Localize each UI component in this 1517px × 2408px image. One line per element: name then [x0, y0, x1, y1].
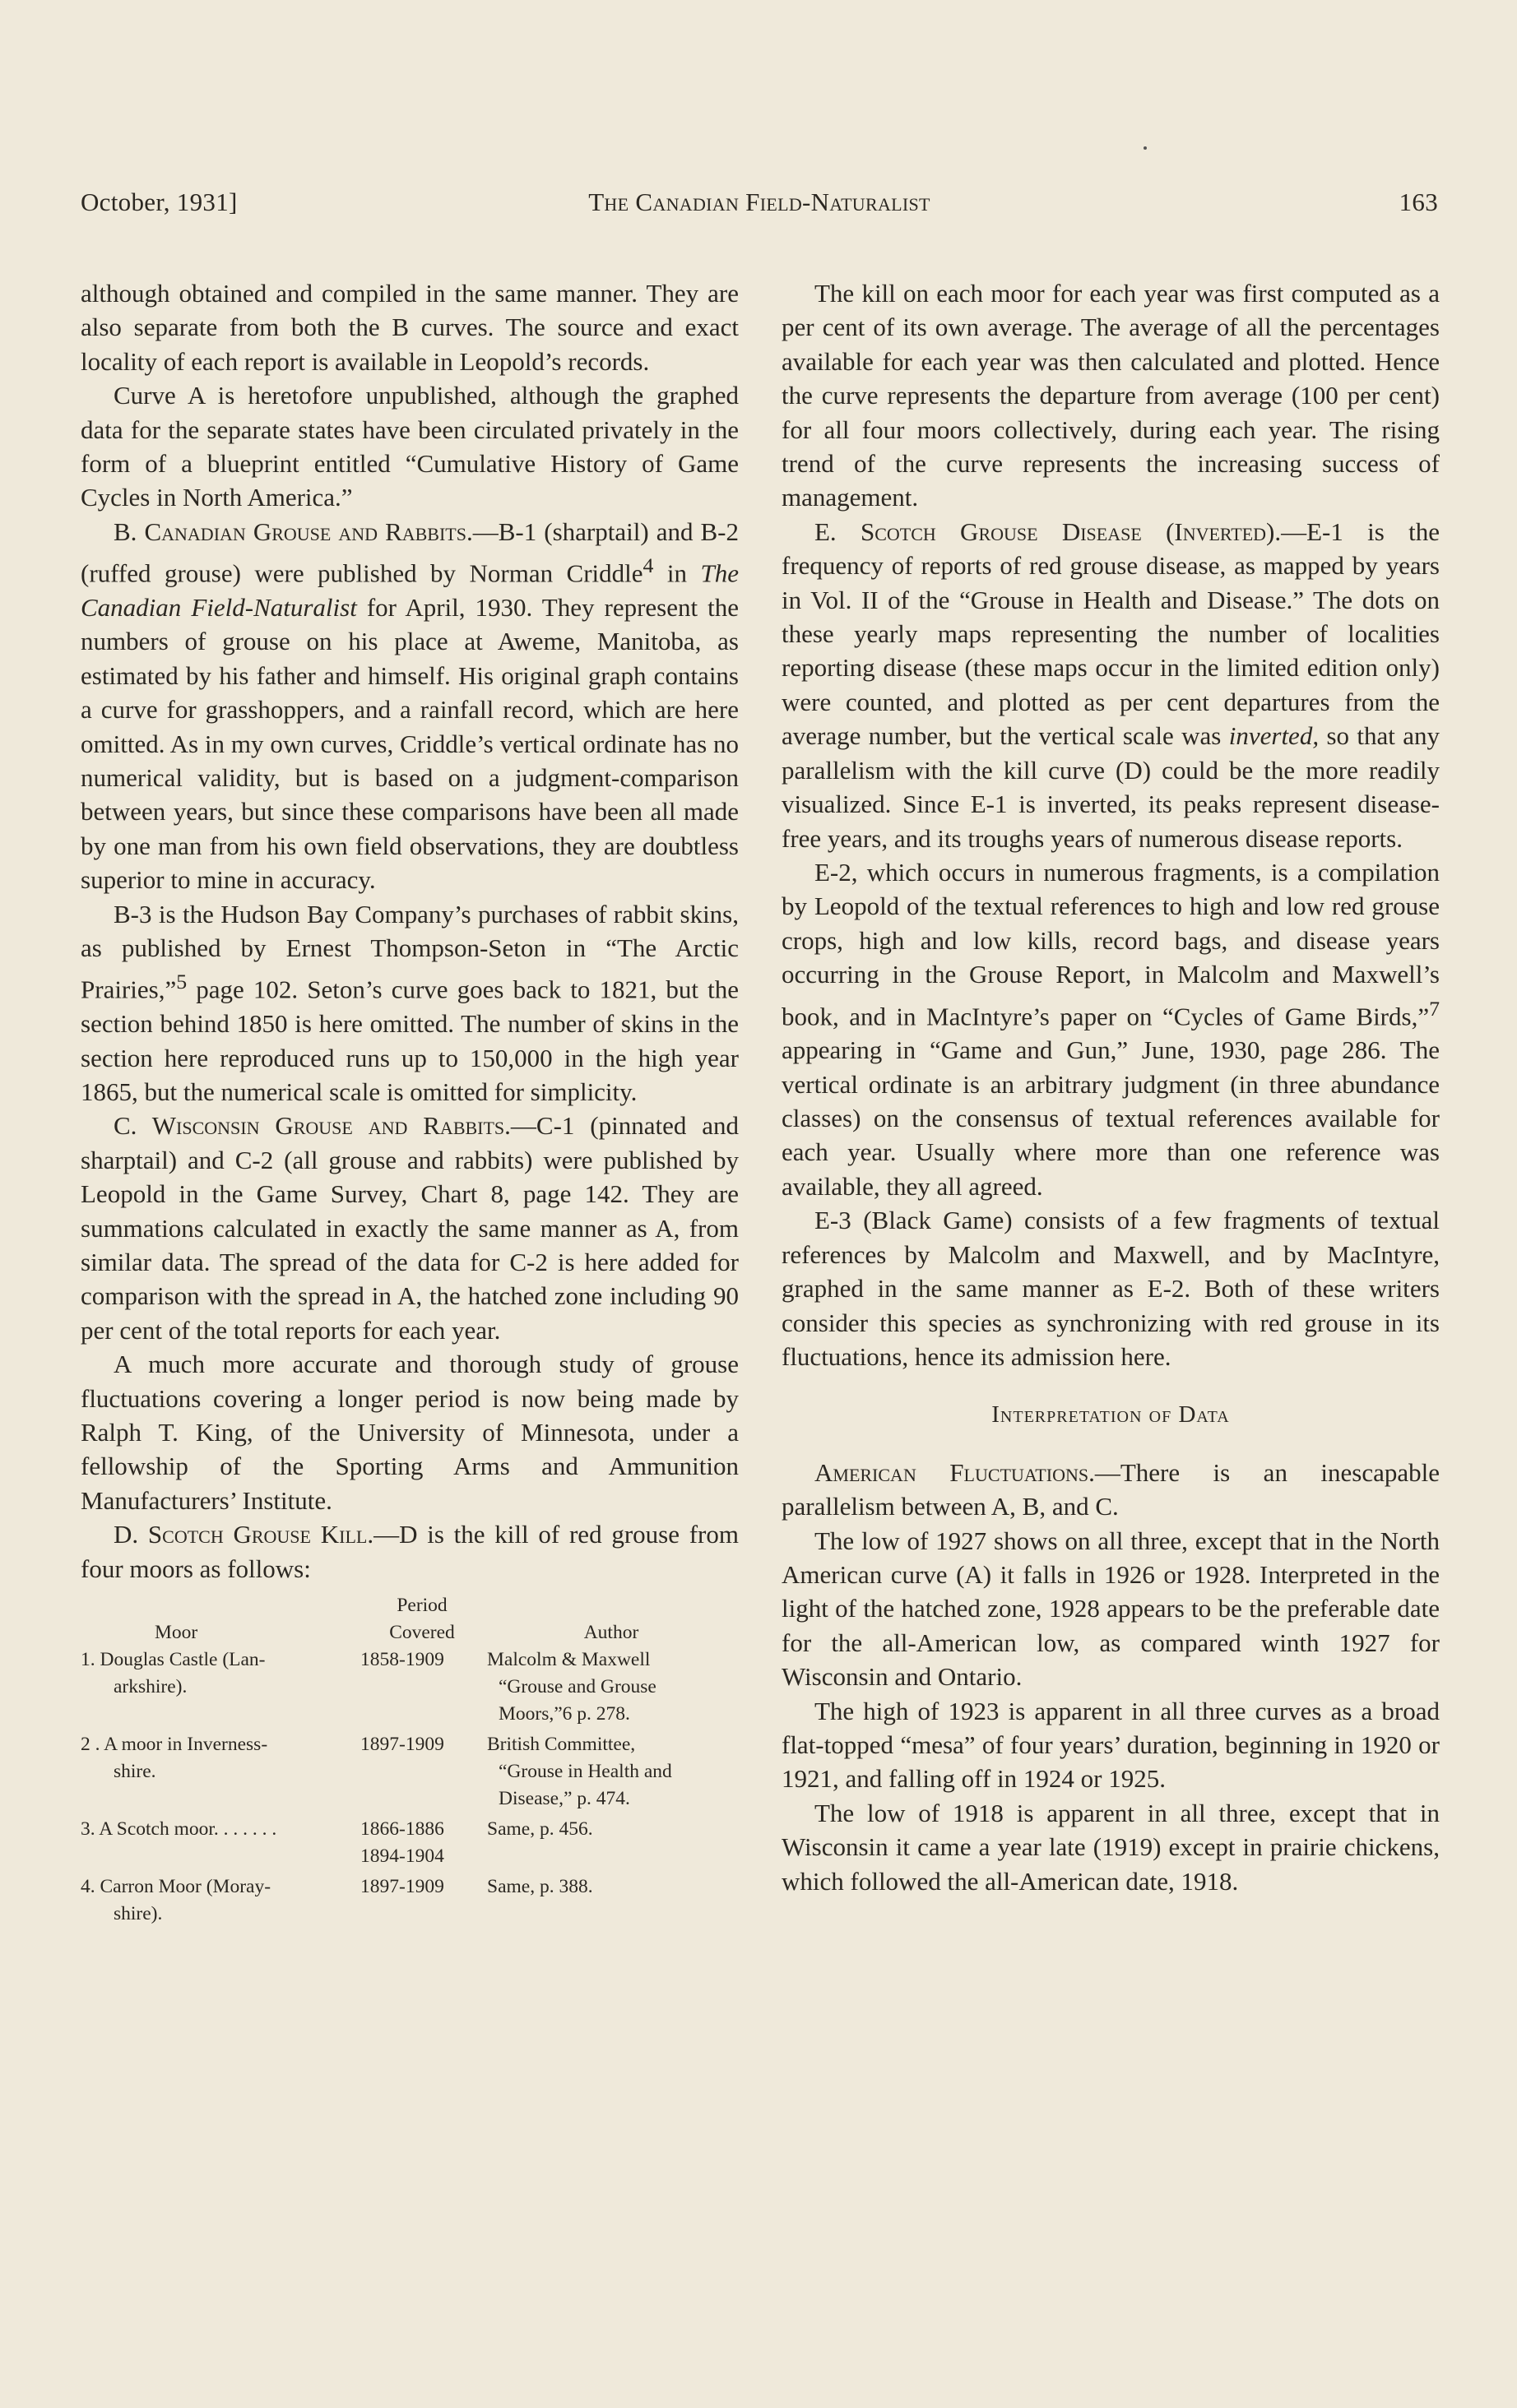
paragraph: B. Canadian Grouse and Rabbits.—B-1 (sharptail) and B-2 (ruffed grouse) were published by Norman Criddle$^4$ in The Canadian Field-Naturalist for April, 1930. They represent the numbers of grouse on his place at Aweme, Manitoba, as estimated by his father and himself. His original graph contains a curve for grasshoppers, and a rainfall record, which are here omitted. As in my own curves, Criddle’s vertical ordinate has no numerical validity, but is based on a judgment-comparison between years, but since these comparisons have been all made by one man from his own field observations, they are doubtless superior to mine in accuracy.: [81, 516, 739, 895]
footnote-ref: 4: [643, 553, 654, 578]
footnote-ref: 7: [1429, 996, 1440, 1021]
paragraph: The low of 1918 is apparent in all three, except that in Wisconsin it came a year late (1919) except in prairie chickens, which followed the all-American date, 1918.: [782, 1798, 1440, 1896]
run-in-heading: D. Scotch Grouse Kill.: [114, 1520, 374, 1549]
paragraph: although obtained and compiled in the same manner. They are also separate from both the B curves. The source and exact locality of each report is available in Leopold’s records.: [81, 279, 739, 376]
table-row: 3. A Scotch moor. . . . . . . 1866-1886 1894-1904 Same, p. 456.: [81, 1818, 593, 1868]
section-heading: Interpretation of Data: [991, 1401, 1230, 1429]
paragraph: American Fluctuations.—There is an inescapable parallelism between A, B, and C.: [782, 1457, 1440, 1521]
paragraph: A much more accurate and thorough study of grouse fluctuations covering a longer period is now being made by Ralph T. King, of the University of Minnesota, under a fellowship of the Sporting Arms and Ammunition Manufacturers’ Institute.: [81, 1350, 739, 1515]
header-date: October, 1931]: [81, 188, 238, 216]
paragraph: C. Wisconsin Grouse and Rabbits.—C-1 (pinnated and sharptail) and C-2 (all grouse and rabbits) were published by Leopold in the Game Survey, Chart 8, page 142. They are summations calculated in exactly the same manner as A, from similar data. The spread of the data for C-2 is here added for comparison with the spread in A, the hatched zone including 90 per cent of the total reports for each year.: [81, 1111, 739, 1345]
paragraph: The low of 1927 shows on all three, except that in the North American curve (A) it falls in 1926 or 1928. Interpreted in the light of the hatched zone, 1928 appears to be the preferable date for the all-American low, as compared winth 1927 for Wisconsin and Ontario.: [782, 1526, 1440, 1692]
paragraph: Curve A is heretofore unpublished, although the graphed data for the separate states have been circulated privately in the form of a blueprint entitled “Cumulative History of Game Cycles in North America.”: [81, 381, 739, 512]
italic-title: The Canadian Field-Naturalist: [81, 558, 739, 622]
run-in-heading: C. Wisconsin Grouse and Rabbits.: [114, 1111, 511, 1141]
moors-table: [81, 1592, 739, 1928]
paragraph: D. Scotch Grouse Kill.—D is the kill of red grouse from four moors as follows:: [81, 1520, 739, 1583]
print-speck: [1144, 146, 1147, 150]
paragraph: B-3 is the Hudson Bay Company’s purchases of rabbit skins, as published by Ernest Thompson-Seton in “The Arctic Prairies,”$^5$ page 102. Seton’s curve goes back to 1821, but the section behind 1850 is here omitted. The number of skins in the section here reproduced runs up to 150,000 in the high year 1865, but the numerical scale is omitted for simplicity.: [81, 899, 739, 1106]
table-row: 2 . A moor in Inverness- shire. 1897-1909 British Committee, “Grouse in Health and Disease,” p. 474.: [81, 1734, 672, 1810]
run-in-heading: E. Scotch Grouse Disease (Inverted).: [814, 516, 1282, 546]
paragraph: The kill on each moor for each year was first computed as a per cent of its own average. The average of all the percentages available for each year was then calculated and plotted. Hence the curve represents the departure from average (100 per cent) for all four moors collectively, during each year. The rising trend of the curve represents the increasing success of management.: [782, 279, 1440, 512]
paragraph: E-2, which occurs in numerous fragments, is a compilation by Leopold of the textual references to high and low red grouse crops, high and low kills, record bags, and disease years occurring in the Grouse Report, in Malcolm and Maxwell’s book, and in MacIntyre’s paper on “Cycles of Game Birds,”$^7$ appearing in “Game and Gun,” June, 1930, page 286. The vertical ordinate is an arbitrary judgment (in three abundance classes) on the consensus of textual references available for each year. Usually where more than one reference was available, they all agreed.: [782, 857, 1440, 1201]
footnote-ref: 5: [176, 970, 188, 994]
run-in-heading: B. Canadian Grouse and Rabbits.: [114, 516, 473, 546]
left-column: [81, 276, 739, 1931]
paragraph: The high of 1923 is apparent in all three curves as a broad flat-topped “mesa” of four years’ duration, beginning in 1920 or 1921, and falling off in 1924 or 1925.: [782, 1696, 1440, 1794]
paragraph: E. Scotch Grouse Disease (Inverted).—E-1 is the frequency of reports of red grouse disease, as mapped by years in Vol. II of the “Grouse in Health and Disease.” The dots on these yearly maps representing the number of localities reporting disease (these maps occur in the limited edition only) were counted, and plotted as per cent departures from the average number, but the vertical scale was inverted, so that any parallelism with the kill curve (D) could be the more readily visualized. Since E-1 is inverted, its peaks represent disease-free years, and its troughs years of numerous disease reports.: [782, 516, 1440, 853]
table-row: 4. Carron Moor (Moray- shire). 1897-1909 Same, p. 388.: [81, 1876, 593, 1925]
table-header: Period: [397, 1595, 448, 1617]
table-header: Moor Covered Author: [155, 1622, 639, 1644]
right-column: [782, 276, 1440, 1898]
paragraph: E-3 (Black Game) consists of a few fragments of textual references by Malcolm and Maxwell, and by MacIntyre, graphed in the same manner as E-2. Both of these writers consider this species as synchronizing with red grouse in its fluctuations, hence its admission here.: [782, 1206, 1440, 1371]
running-header: [81, 188, 1438, 229]
table-row: 1. Douglas Castle (Lan- arkshire). 1858-1909 Malcolm & Maxwell “Grouse and Grouse Moors,”6 p. 278.: [81, 1649, 656, 1725]
header-journal-title: The Canadian Field-Naturalist: [588, 188, 930, 216]
header-page-number: 163: [1399, 188, 1438, 216]
run-in-heading: American Fluctuations.: [814, 1457, 1095, 1487]
